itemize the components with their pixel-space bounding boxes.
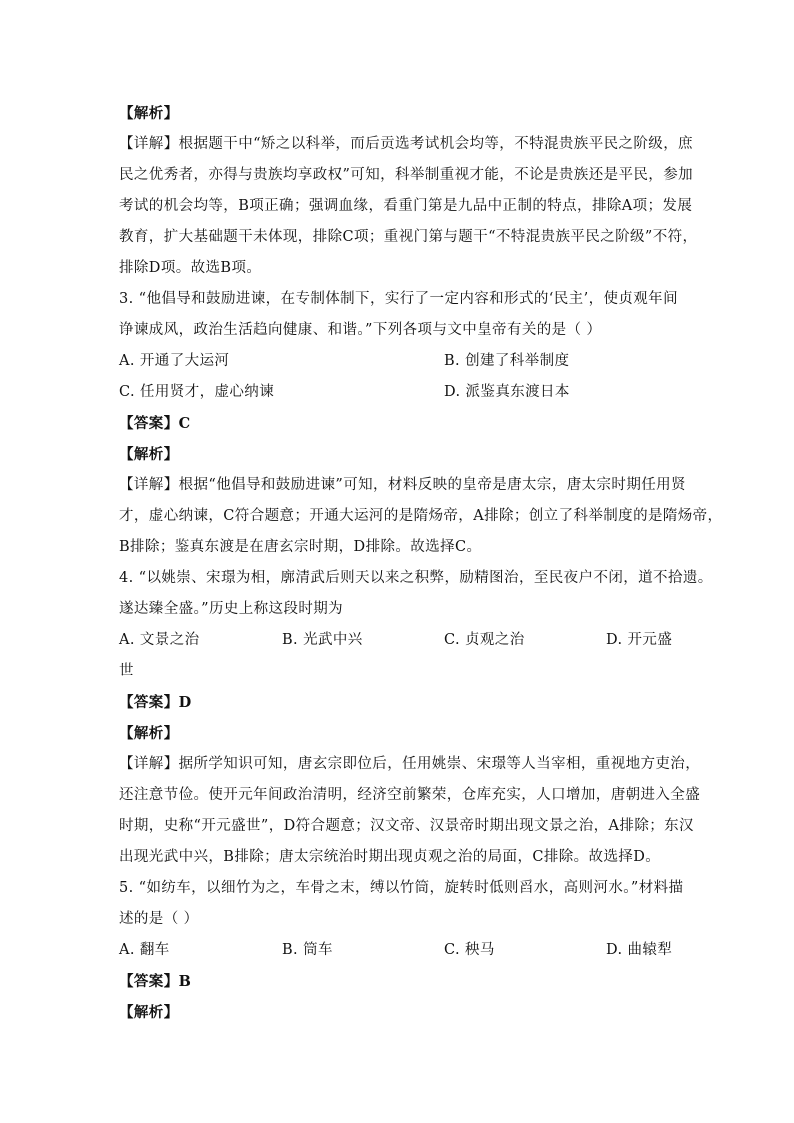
detail-text-line: 还注意节俭。使开元年间政治清明，经济空前繁荣，仓库充实，人口增加，唐朝进入全盛 xyxy=(119,787,701,803)
detail-text-line: 民之优秀者，亦得与贵族均享政权”可知，科举制重视才能，不论是贵族还是平民，参加 xyxy=(119,167,694,183)
question-5-stem: 5. “如纺车，以细竹为之，车骨之末，缚以竹筒，旋转时低则舀水，高则河水。”材料描 xyxy=(119,880,684,896)
detail-text-line: 【详解】根据题干中“矫之以科举，而后贡选考试机会均等，不特混贵族平民之阶级，庶 xyxy=(119,136,694,152)
option-d: D. 派鉴真东渡日本 xyxy=(444,384,570,400)
detail-text-line: 考试的机会均等，B项正确；强调血缘，看重门第是九品中正制的特点，排除A项；发展 xyxy=(119,198,693,214)
analysis-heading: 【解析】 xyxy=(119,105,179,122)
question-5-options-row xyxy=(119,935,679,966)
document-page xyxy=(119,98,723,1028)
question-3-stem: 3. “他倡导和鼓励进谏，在专制体制下，实行了一定内容和形式的‘民主’，使贞观年间 xyxy=(119,291,678,307)
option-b: B. 创建了科举制度 xyxy=(444,353,570,369)
option-c: C. 秧马 xyxy=(444,942,495,958)
question-3-options-row-2 xyxy=(119,377,679,408)
answer-label: 【答案】C xyxy=(119,415,191,432)
answer-label: 【答案】D xyxy=(119,694,192,711)
question-3-stem: 诤谏成风，政治生活趋向健康、和谐。”下列各项与文中皇帝有关的是（ ） xyxy=(119,322,602,338)
option-a: A. 翻车 xyxy=(119,942,170,958)
option-b: B. 筒车 xyxy=(282,942,333,958)
question-5-stem: 述的是（ ） xyxy=(119,911,199,927)
analysis-heading: 【解析】 xyxy=(119,446,179,463)
option-d: D. 开元盛 xyxy=(606,632,673,648)
option-b: B. 光武中兴 xyxy=(282,632,363,648)
analysis-heading: 【解析】 xyxy=(119,1004,179,1021)
detail-text-line: 出现光武中兴，B排除；唐太宗统治时期出现贞观之治的局面，C排除。故选择D。 xyxy=(119,849,661,865)
question-4-stem: 4. “以姚崇、宋璟为相，廓清武后则天以来之积弊，励精图治，至民夜户不闭，道不拾遗。 xyxy=(119,570,713,586)
detail-text-line: 时期，史称“开元盛世”，D符合题意；汉文帝、汉景帝时期出现文景之治，A排除；东汉 xyxy=(119,818,694,834)
question-3-options-row-1 xyxy=(119,346,679,377)
option-d-wrap: 世 xyxy=(119,663,134,679)
option-c: C. 任用贤才，虚心纳谏 xyxy=(119,384,275,400)
detail-text-line: 【详解】据所学知识可知，唐玄宗即位后，任用姚崇、宋璟等人当宰相，重视地方吏治， xyxy=(119,756,701,772)
detail-text-line: 【详解】根据“他倡导和鼓励进谏”可知，材料反映的皇帝是唐太宗，唐太宗时期任用贤 xyxy=(119,477,686,493)
option-c: C. 贞观之治 xyxy=(444,632,525,648)
question-4-options-row xyxy=(119,625,679,656)
option-a: A. 开通了大运河 xyxy=(119,353,230,369)
detail-text-line: 教育，扩大基础题干未体现，排除C项；重视门第与题干“不特混贵族平民之阶级”不符， xyxy=(119,229,698,245)
question-4-stem: 遂达臻全盛。”历史上称这段时期为 xyxy=(119,601,344,617)
analysis-heading: 【解析】 xyxy=(119,725,179,742)
detail-text-line: 才，虚心纳谏，C符合题意；开通大运河的是隋炀帝，A排除；创立了科举制度的是隋炀帝， xyxy=(119,508,723,524)
option-d: D. 曲辕犁 xyxy=(606,942,673,958)
detail-text-line: 排除D项。故选B项。 xyxy=(119,260,262,276)
detail-text-line: B排除；鉴真东渡是在唐玄宗时期，D排除。故选择C。 xyxy=(119,539,482,555)
option-a: A. 文景之治 xyxy=(119,632,200,648)
answer-label: 【答案】B xyxy=(119,973,192,990)
